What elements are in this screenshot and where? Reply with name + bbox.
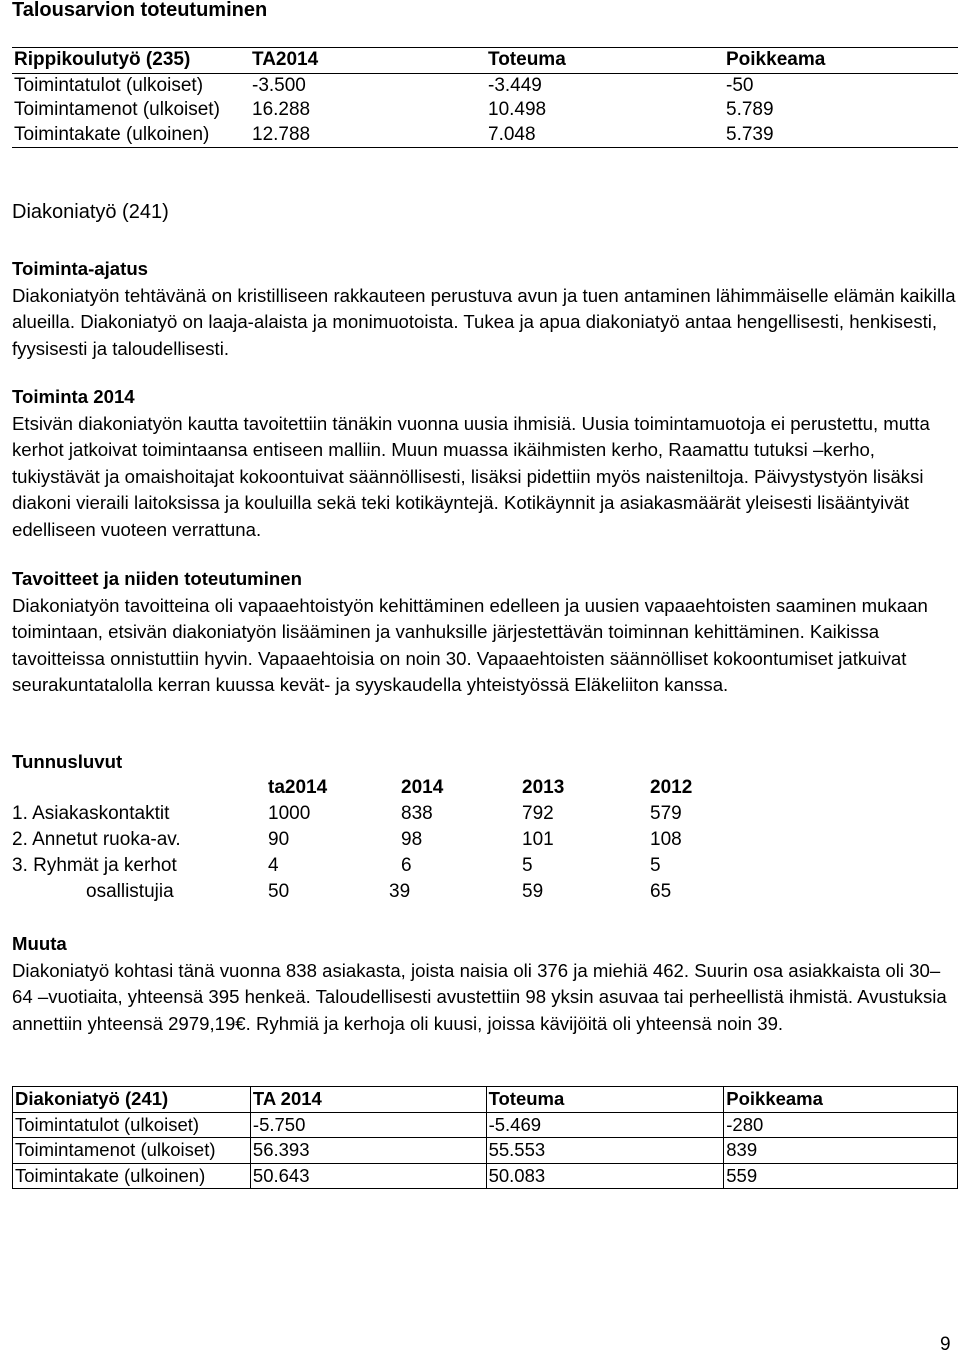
table-cell: 65 <box>650 881 672 902</box>
table-cell: 6 <box>401 855 412 876</box>
column-header <box>12 775 268 801</box>
paragraph: Diakoniatyön tavoitteina oli vapaaehtoistyön kehittäminen edelleen ja uusien vapaaehtoisten saaminen mukaan toimintaan, etsivän diakoniatyön lisääminen ja vanhuksille järjestettävän toiminnan kehittäminen. Kaikissa tavoitteissa onnistuttiin hyvin. Vapaaehtoisia on noin 30. Vapaaehtoisten säännölliset kokoontumiset jatkuivat seurakuntatalolla kerran kuussa kevät- ja syyskaudella yhteistyössä Eläkeliiton kanssa. <box>12 594 928 695</box>
table-cell: 7.048 <box>486 123 724 148</box>
section-other <box>12 931 956 1037</box>
paragraph: Diakoniatyön tehtävänä on kristilliseen rakkauteen perustuva avun ja tuen antaminen lähimmäiselle elämän kaikilla alueilla. Diakoniatyö on laaja-alaista ja monimuotoista. Tukea ja apua diakoniatyö antaa hengellisesti, henkisesti, fyysisesti ja taloudellisesti. <box>12 284 956 359</box>
table-cell: -280 <box>724 1112 958 1138</box>
table-header-row <box>12 775 732 801</box>
table-cell: 1000 <box>268 803 311 824</box>
table-cell: 55.553 <box>486 1138 724 1164</box>
kpi-table <box>12 775 732 905</box>
table-cell: Toimintamenot (ulkoiset) <box>13 1138 251 1164</box>
table-cell: 12.788 <box>250 123 486 148</box>
column-header: 2013 <box>522 777 565 798</box>
column-header: ta2014 <box>268 777 328 798</box>
table-row <box>12 853 732 879</box>
table-row <box>13 1112 958 1138</box>
table-header-row <box>12 48 958 74</box>
table-cell: 10.498 <box>488 99 547 121</box>
table-header-row <box>13 1087 958 1113</box>
section-activities <box>12 384 956 543</box>
column-header: TA 2014 <box>250 1087 486 1113</box>
section-heading: Diakoniatyö (241) <box>12 201 169 223</box>
section-goals <box>12 566 956 699</box>
paragraph: Diakoniatyö kohtasi tänä vuonna 838 asiakasta, joista naisia oli 376 ja miehiä 462. Suurin osa asiakkaista oli 30–64 –vuotiaita, yhteensä 395 henkeä. Taloudellisesti avustettiin 98 yksin asuvaa tai perheellistä ihmistä. Avustuksia annettiin yhteensä 2979,19€. Ryhmiä ja kerhoja oli kuusi, joissa kävijöitä oli yhteensä noin 39. <box>12 959 947 1034</box>
column-header: 2014 <box>401 777 444 798</box>
row-label: 1. Asiakaskontaktit <box>12 803 170 824</box>
subsection-heading: Toiminta 2014 <box>12 386 135 407</box>
budget-table-diakonia <box>12 1086 958 1189</box>
table-cell: -50 <box>726 74 754 96</box>
table-cell: 838 <box>401 803 433 824</box>
table-cell: 101 <box>522 829 554 850</box>
table-row <box>12 73 958 98</box>
subsection-heading: Tavoitteet ja niiden toteutuminen <box>12 568 302 589</box>
subsection-heading: Tunnusluvut <box>12 751 123 772</box>
table-row <box>13 1138 958 1164</box>
table-cell: 559 <box>724 1163 958 1189</box>
table-cell: 50 <box>268 881 290 902</box>
table-cell: 16.288 <box>252 99 311 121</box>
subsection-heading: Muuta <box>12 933 67 954</box>
section-kpi <box>12 749 956 776</box>
budget-table-confirmation <box>12 47 958 148</box>
table-cell <box>389 879 522 905</box>
table-cell: 108 <box>650 829 682 850</box>
cell-value: 39 <box>389 881 411 902</box>
table-cell: Toimintakate (ulkoinen) <box>12 123 250 148</box>
page-title: Talousarvion toteutuminen <box>12 0 268 21</box>
table-cell: Toimintamenot (ulkoiset) <box>14 99 220 121</box>
table-row <box>12 98 958 123</box>
table-cell: 839 <box>724 1138 958 1164</box>
page-number: 9 <box>940 1334 951 1355</box>
column-header: Rippikoulutyö (235) <box>12 48 250 74</box>
row-label: osallistujia <box>86 881 174 902</box>
column-header: Toteuma <box>486 1087 724 1113</box>
table-cell: Toimintatulot (ulkoiset) <box>14 74 204 96</box>
table-cell: 579 <box>650 803 682 824</box>
column-header: Poikkeama <box>724 48 958 74</box>
table-cell: 98 <box>401 829 423 850</box>
table-cell: 5.789 <box>726 99 774 121</box>
table-cell: -3.449 <box>488 74 542 96</box>
column-header: 2012 <box>650 777 693 798</box>
table-cell: Toimintakate (ulkoinen) <box>13 1163 251 1189</box>
subsection-heading: Toiminta-ajatus <box>12 258 149 279</box>
column-header: Toteuma <box>486 48 724 74</box>
table-row <box>13 1163 958 1189</box>
table-cell: Toimintatulot (ulkoiset) <box>13 1112 251 1138</box>
table-cell: 5.739 <box>724 123 958 148</box>
row-label: 3. Ryhmät ja kerhot <box>12 855 177 876</box>
table-cell: 56.393 <box>250 1138 486 1164</box>
table-cell: 50.083 <box>486 1163 724 1189</box>
section-mission <box>12 256 956 362</box>
column-header: Diakoniatyö (241) <box>13 1087 251 1113</box>
table-cell: -5.469 <box>486 1112 724 1138</box>
table-cell: -3.500 <box>252 74 306 96</box>
table-cell: 792 <box>522 803 554 824</box>
row-label: 2. Annetut ruoka-av. <box>12 829 181 850</box>
paragraph: Etsivän diakoniatyön kautta tavoitettiin tänäkin vuonna uusia ihmisiä. Uusia toimintamuotoja ei perustettu, mutta kerhot jatkoivat toimintaansa entiseen malliin. Muun muassa ikäihmisten kerho, Raamattu tutuksi –kerho, tukiystävät ja omaishoitajat kokoontuivat säännöllisesti, lisäksi pidettiin myös naisteniltoja. Päivystystyön lisäksi diakoni vieraili laitoksissa ja kouluilla sekä teki kotikäyntejä. Kotikäynnit ja asiakasmäärät yleisesti lisääntyivät edelliseen vuoteen verrattuna. <box>12 412 930 540</box>
table-cell: 5 <box>650 855 661 876</box>
table-cell: 5 <box>522 855 533 876</box>
table-cell: 90 <box>268 829 290 850</box>
table-cell: 4 <box>268 855 279 876</box>
table-cell: 50.643 <box>250 1163 486 1189</box>
table-cell: -5.750 <box>250 1112 486 1138</box>
table-cell: 59 <box>522 881 544 902</box>
table-row <box>12 123 958 148</box>
table-row <box>12 801 732 827</box>
table-row <box>12 879 732 905</box>
table-row <box>12 827 732 853</box>
column-header: TA2014 <box>250 48 486 74</box>
column-header: Poikkeama <box>724 1087 958 1113</box>
